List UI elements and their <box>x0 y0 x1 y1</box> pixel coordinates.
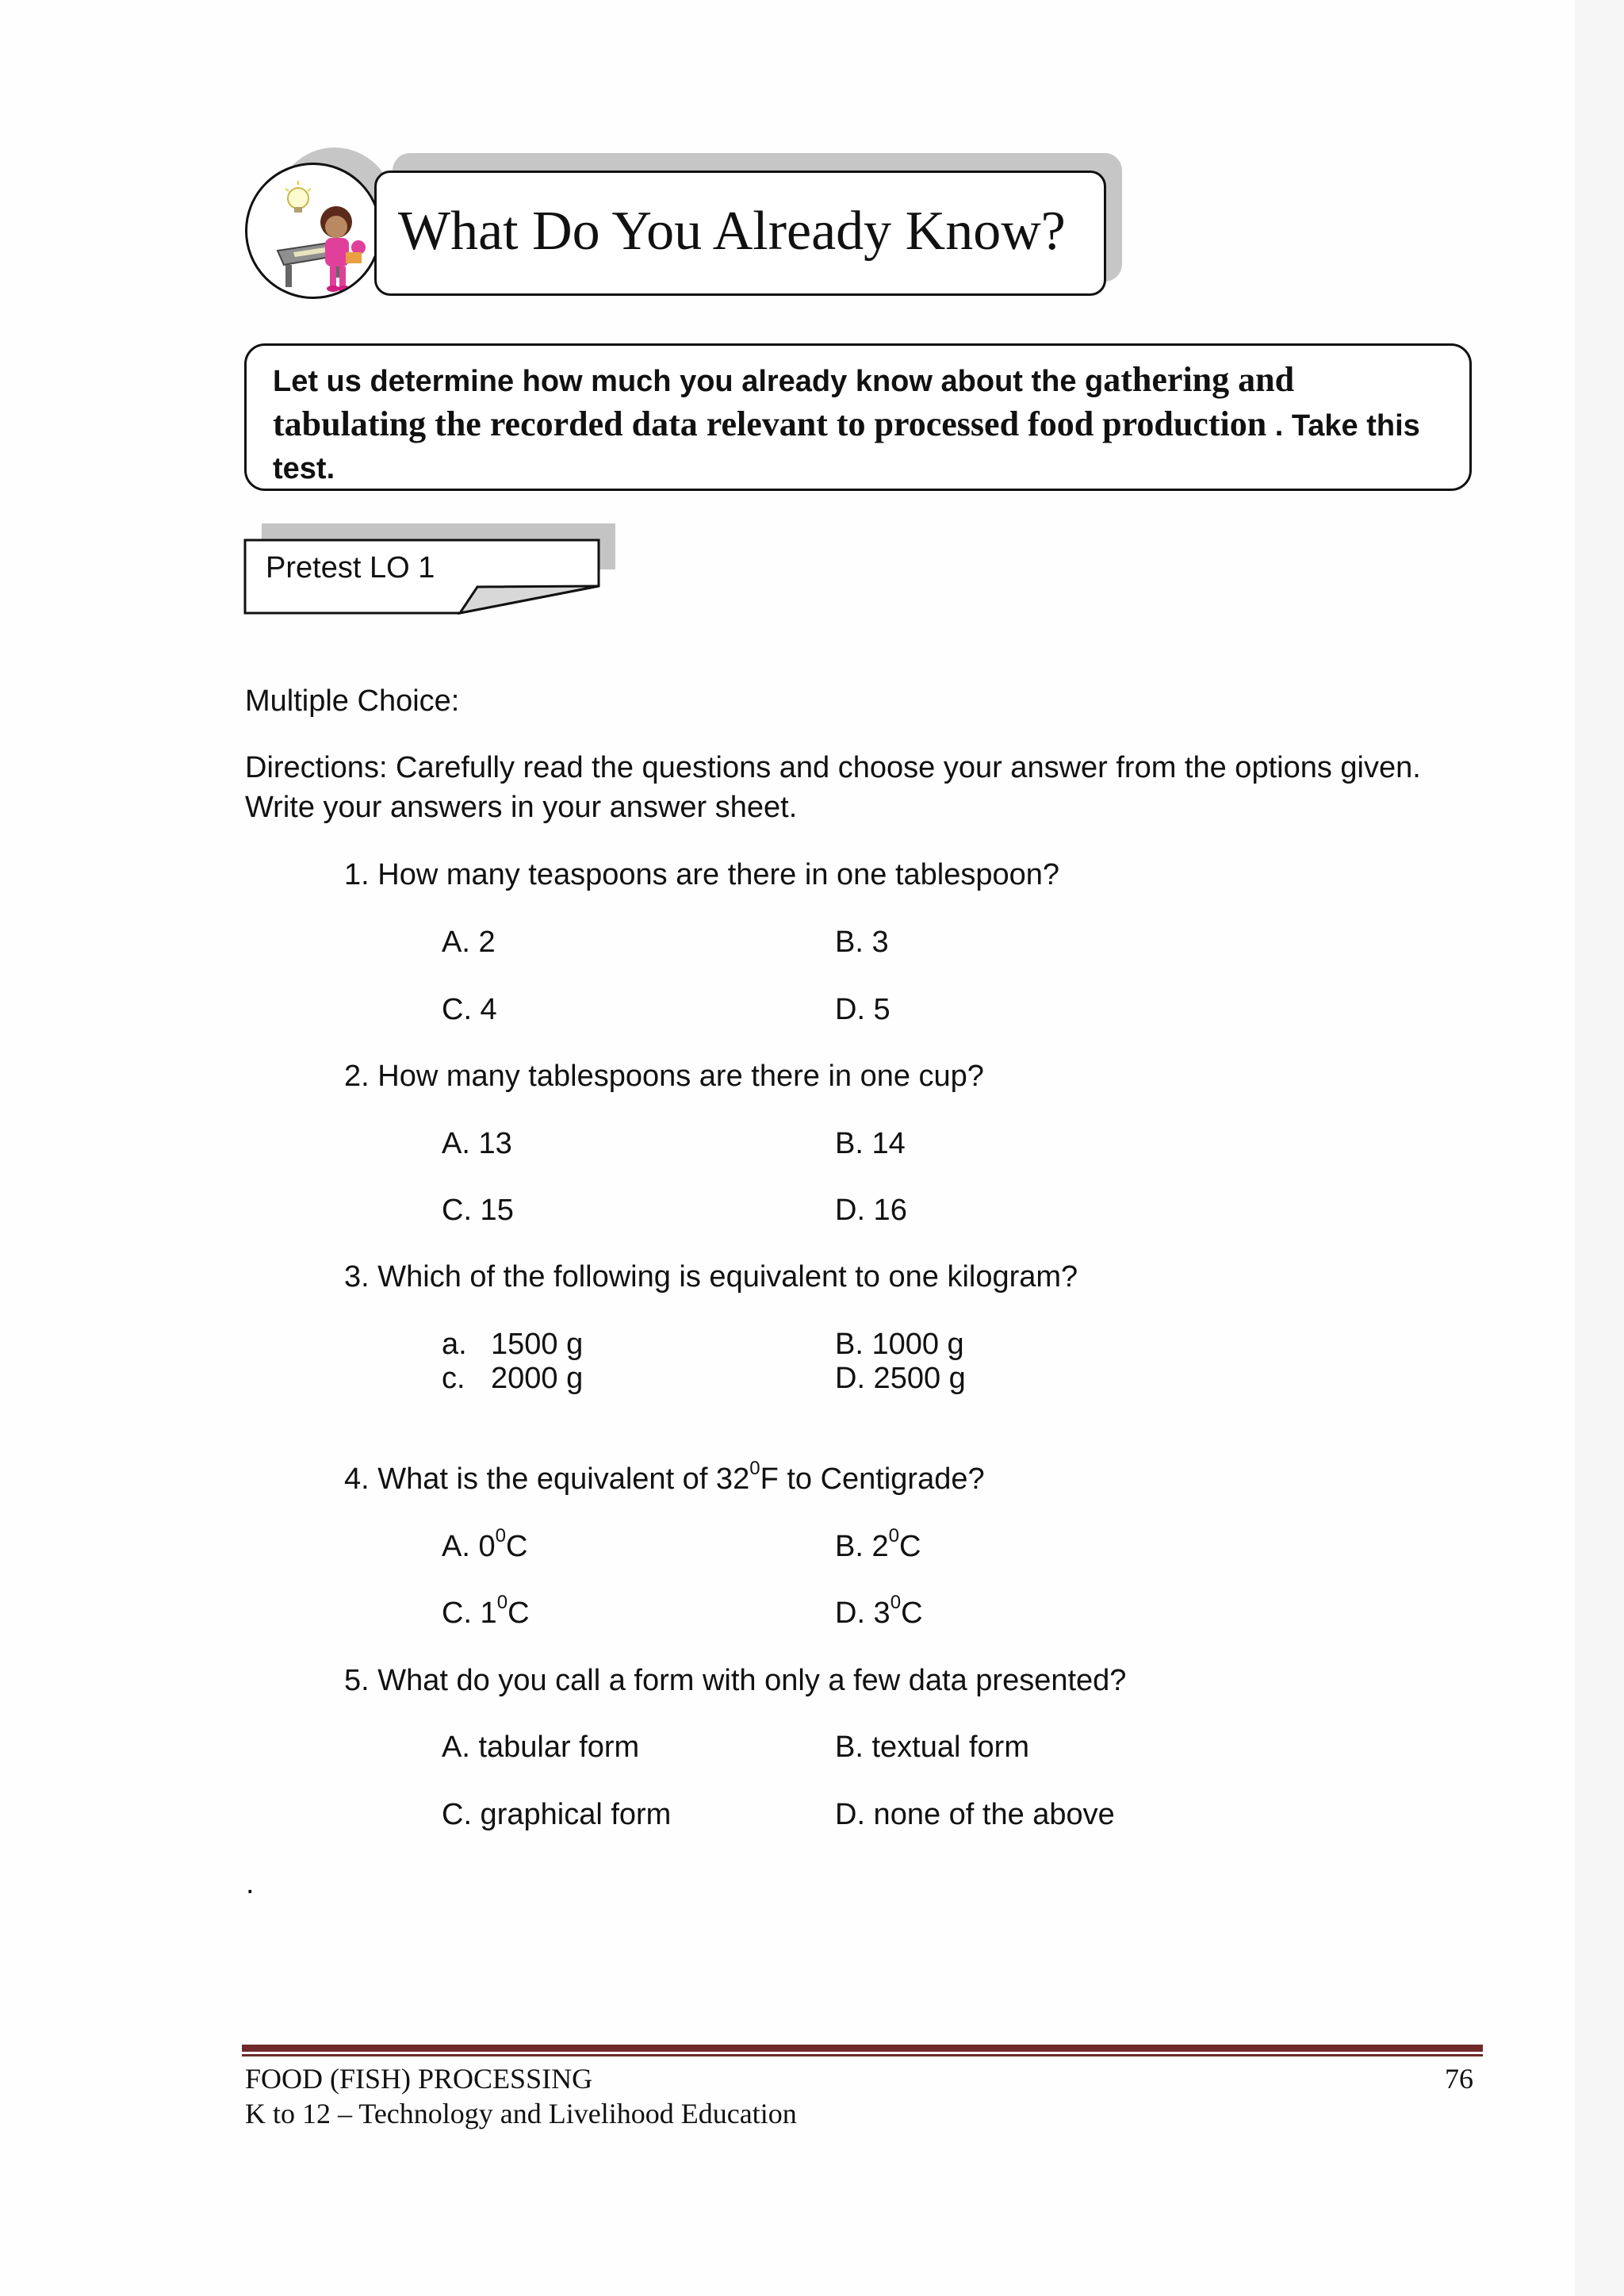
degree-superscript: 0 <box>495 1525 506 1547</box>
intro-text-part1: Let us determine how much you already know about the g <box>273 365 1104 398</box>
q4-option-b-value: B. 2 <box>835 1530 889 1563</box>
girl-at-desk-icon <box>247 165 381 299</box>
question-1: 1. How many teaspoons are there in one tablespoon? <box>344 858 1060 891</box>
question-4-text-start: 4. What is the equivalent of 32 <box>344 1462 750 1496</box>
degree-superscript: 0 <box>749 1458 760 1480</box>
q2-option-a: A. 13 <box>442 1127 512 1160</box>
question-4 <box>344 1459 985 1499</box>
q5-option-c: C. graphical form <box>442 1798 672 1831</box>
degree-superscript: 0 <box>888 1525 899 1547</box>
multiple-choice-heading: Multiple Choice: <box>245 684 460 718</box>
question-3: 3. Which of the following is equivalent to one kilogram? <box>344 1260 1078 1294</box>
q3-option-a-marker: a. <box>442 1328 467 1361</box>
q4-option-d-value: D. 3 <box>835 1596 891 1630</box>
q4-option-c <box>442 1593 530 1633</box>
question-2: 2. How many tablespoons are there in one cup? <box>344 1060 984 1093</box>
pretest-tab-label: Pretest LO 1 <box>266 551 435 585</box>
intro-text-part3: tabulating the recorded data relevant to processed food production <box>273 404 1267 443</box>
q5-option-d: D. none of the above <box>835 1798 1115 1831</box>
q1-option-b: B. 3 <box>835 926 889 959</box>
intro-text-part4: . Take this test. <box>273 409 1420 485</box>
directions-line-2: Write your answers in your answer sheet. <box>245 791 798 824</box>
page-number: 76 <box>1445 2063 1473 2095</box>
q2-option-b: B. 14 <box>835 1127 906 1160</box>
q3-option-c: 2000 g <box>491 1362 584 1395</box>
q3-option-c-marker: c. <box>442 1362 465 1395</box>
intro-instructions <box>273 358 1454 490</box>
degree-superscript: 0 <box>890 1592 902 1614</box>
q2-option-c: C. 15 <box>442 1194 514 1227</box>
footer-rule-thin <box>242 2054 1483 2056</box>
q3-option-b: B. 1000 g <box>835 1328 964 1361</box>
q4-option-c-unit: C <box>508 1596 530 1630</box>
section-title: What Do You Already Know? <box>398 201 1066 262</box>
question-4-text-end: F to Centigrade? <box>760 1462 985 1496</box>
q4-option-a <box>442 1527 527 1566</box>
degree-superscript: 0 <box>496 1592 508 1614</box>
mascot-illustration <box>245 163 381 299</box>
directions-line-1: Directions: Carefully read the questions and choose your answer from the options given. <box>245 751 1421 784</box>
q1-option-c: C. 4 <box>442 993 497 1026</box>
q1-option-d: D. 5 <box>835 993 891 1026</box>
q4-option-d <box>835 1593 923 1633</box>
q4-option-b-unit: C <box>898 1530 921 1563</box>
q5-option-b: B. textual form <box>835 1731 1029 1764</box>
intro-text-part2: athering and <box>1103 360 1295 399</box>
q4-option-d-unit: C <box>901 1596 923 1630</box>
footer-subject: FOOD (FISH) PROCESSING <box>245 2063 593 2095</box>
q4-option-c-value: C. 1 <box>442 1596 497 1630</box>
q2-option-d: D. 16 <box>835 1194 907 1227</box>
stray-period: . <box>246 1867 255 1900</box>
q3-option-a: 1500 g <box>491 1328 584 1361</box>
q1-option-a: A. 2 <box>442 926 496 959</box>
question-5: 5. What do you call a form with only a few data presented? <box>344 1664 1127 1697</box>
q4-option-a-unit: C <box>505 1530 528 1563</box>
footer-course: K to 12 – Technology and Livelihood Education <box>245 2098 797 2129</box>
q4-option-b <box>835 1527 921 1566</box>
footer-rule-thick <box>242 2045 1483 2052</box>
q5-option-a: A. tabular form <box>442 1731 640 1764</box>
page-margin-strip <box>1575 0 1624 2296</box>
q3-option-d: D. 2500 g <box>835 1362 966 1395</box>
q4-option-a-value: A. 0 <box>442 1530 496 1563</box>
